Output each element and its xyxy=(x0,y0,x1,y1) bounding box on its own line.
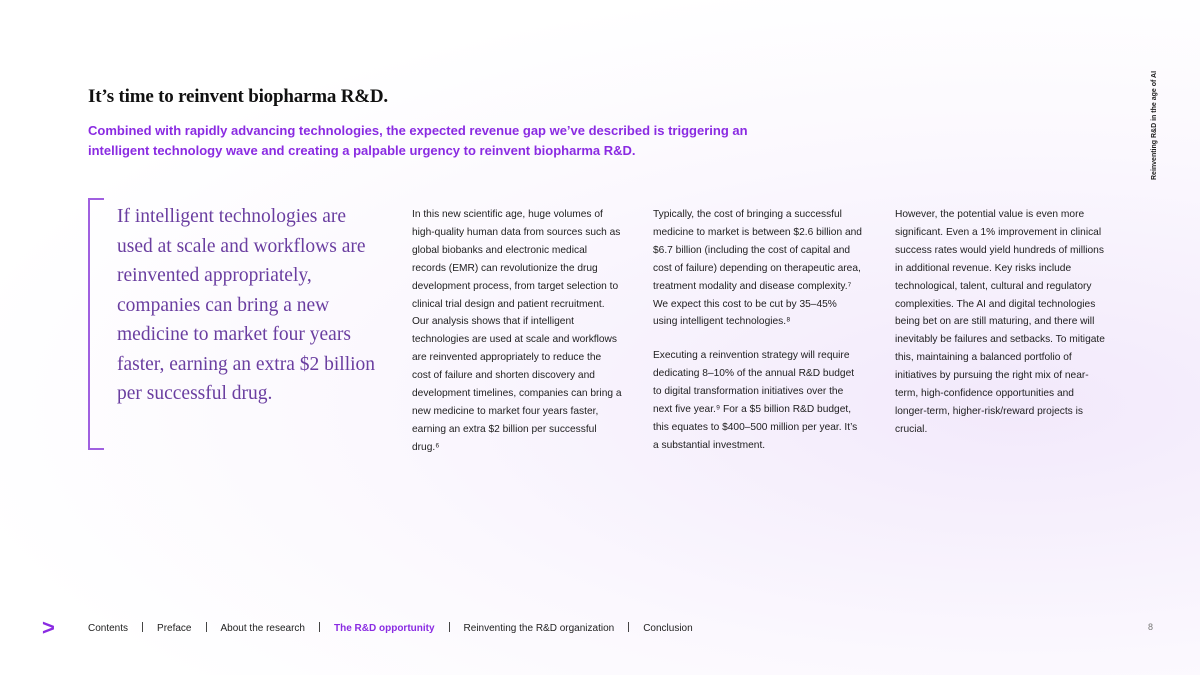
nav-divider xyxy=(319,622,320,632)
footer-nav-bar xyxy=(0,615,1200,642)
nav-link-contents[interactable]: Contents xyxy=(88,623,129,634)
body-column-2 xyxy=(653,206,863,471)
nav-link-about-research[interactable]: About the research xyxy=(220,623,305,634)
nav-link-conclusion[interactable]: Conclusion xyxy=(643,623,693,634)
nav-link-reinventing-rd-organization[interactable]: Reinventing the R&D organization xyxy=(463,623,615,634)
body-paragraph: However, the potential value is even more significant. Even a 1% improvement in clinical success rates would yield hundreds of millions in additional revenue. Key risks include technological, talent, cultural and regulatory complexities. The AI and digital technologies being bet on are still maturing, and there will inevitably be failures and setbacks. To mitigate this, maintaining a balanced portfolio of initiatives by pursuing the right mix of near-term, high-confidence opportunities and longer-term, higher-risk/reward projects is crucial. xyxy=(895,209,1105,435)
page-subtitle: Combined with rapidly advancing technologies, the expected revenue gap we’ve described is triggering an intelligent technology wave and creating a palpable urgency to reinvent biopharma R&D. xyxy=(88,123,748,158)
body-paragraph: Typically, the cost of bringing a successful medicine to market is between $2.6 billion and $6.7 billion (including the cost of capital and cost of failure) depending on therapeutic area, treatment modality and disease complexity.⁷ We expect this cost to be cut by 35–45% using intelligent technologies.⁸ xyxy=(653,209,862,328)
pull-quote-box xyxy=(88,198,390,450)
nav-link-rd-opportunity[interactable]: The R&D opportunity xyxy=(334,623,435,634)
page-number: 8 xyxy=(1148,622,1154,632)
nav-divider xyxy=(206,622,207,632)
pull-quote: If intelligent technologies are used at scale and workflows are reinvented appropriately, companies can bring a new medicine to market four years faster, earning an extra $2 billion per successful drug. xyxy=(117,206,376,404)
body-column-1 xyxy=(412,206,622,473)
side-running-header-text: Reinventing R&D in the age of AI xyxy=(1151,70,1158,180)
nav-link-preface[interactable]: Preface xyxy=(157,623,192,634)
nav-divider xyxy=(628,622,629,632)
side-running-header xyxy=(1151,40,1161,180)
footer-nav xyxy=(88,622,693,634)
body-column-3 xyxy=(895,206,1105,455)
nav-divider xyxy=(449,622,450,632)
body-paragraph: In this new scientific age, huge volumes of high-quality human data from sources such as global biobanks and electronic medical records (EMR) can revolutionize the drug development process, from target selection to clinical trial design and patient recruitment. Our analysis shows that if intelligent technologies are used at scale and workflows are reinvented appropriately to reduce the cost of failure and shorten discovery and development timelines, companies can bring a new medicine to market four years faster, earning an extra $2 billion per successful drug.⁶ xyxy=(412,209,622,453)
nav-divider xyxy=(142,622,143,632)
brand-logo-icon[interactable]: > xyxy=(42,615,55,640)
body-paragraph: Executing a reinvention strategy will require dedicating 8–10% of the annual R&D budget to digital transformation initiatives over the next five year.⁹ For a $5 billion R&D budget, this equates to $400–500 million per year. It’s a substantial investment. xyxy=(653,350,858,451)
page-title: It’s time to reinvent biopharma R&D. xyxy=(88,86,388,107)
